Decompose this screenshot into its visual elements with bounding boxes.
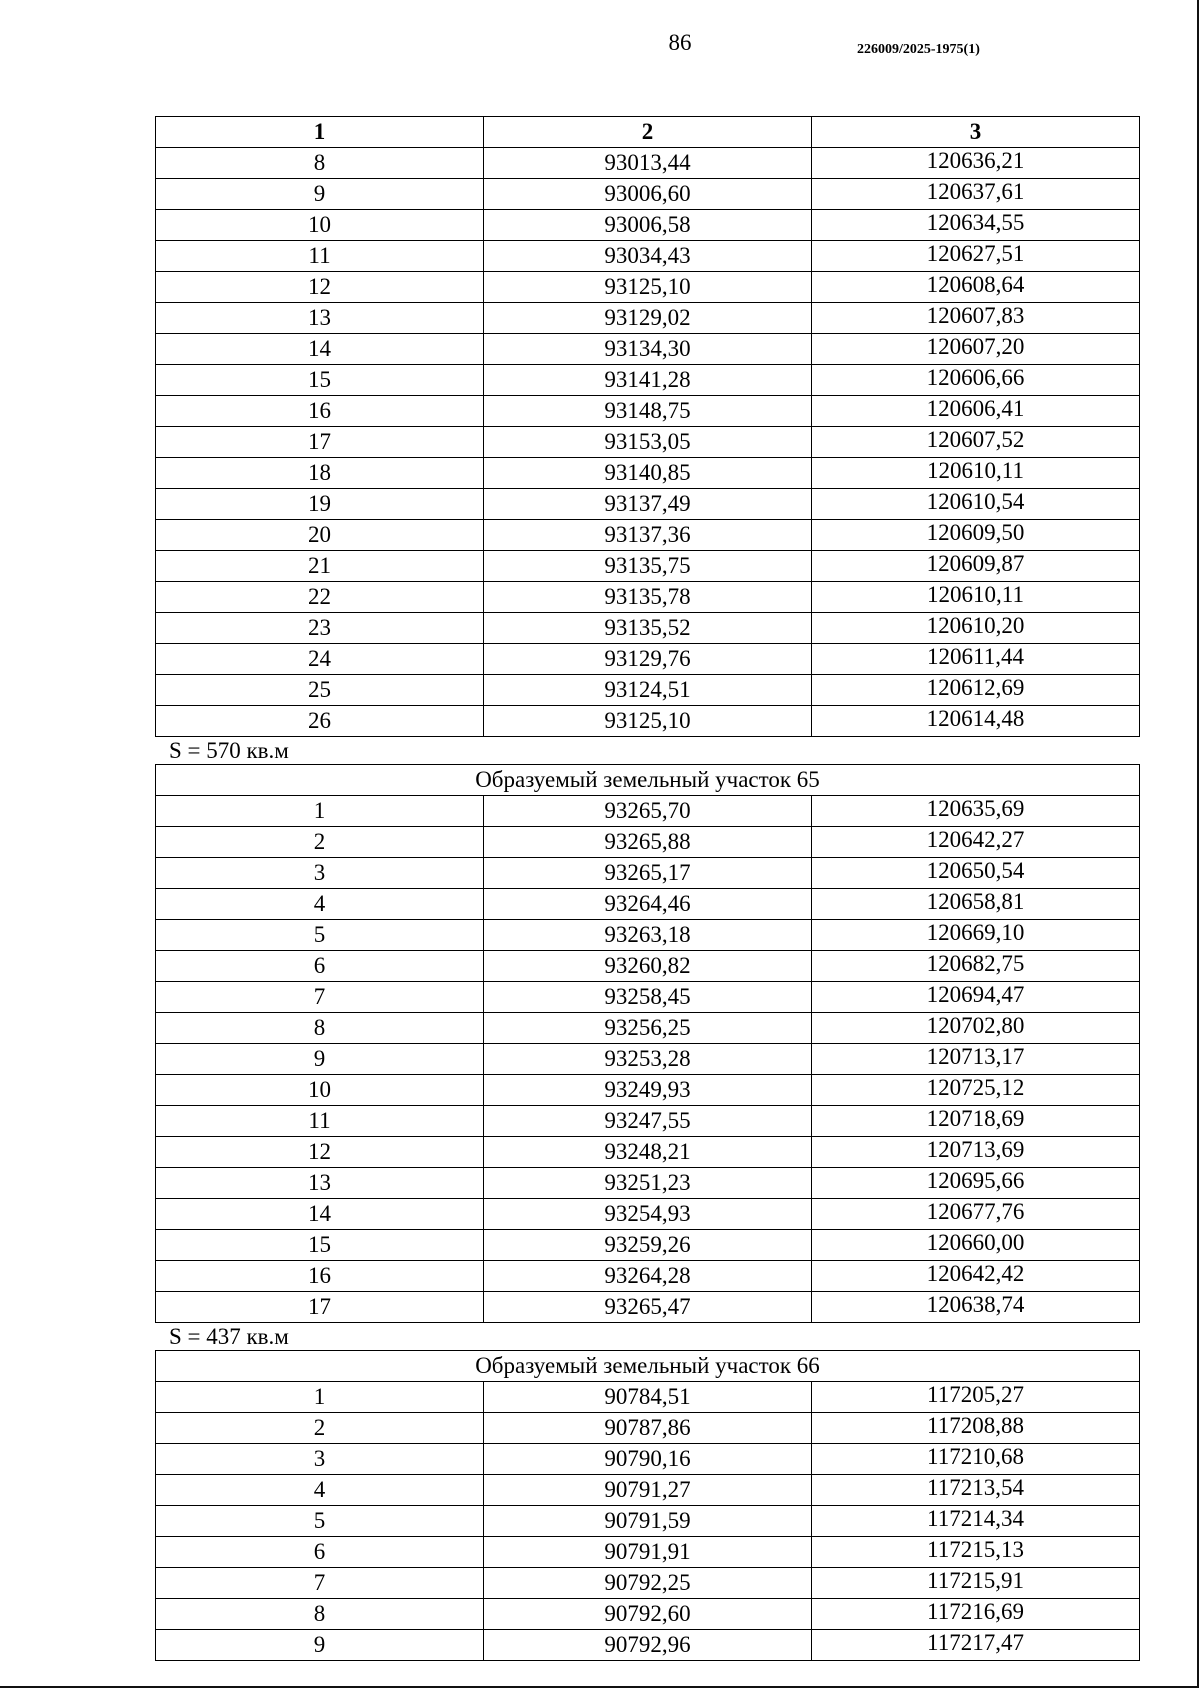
y-coordinate-cell: 117215,91: [812, 1568, 1140, 1599]
point-number-cell: 1: [156, 796, 484, 827]
x-coordinate-cell: 93137,36: [484, 520, 812, 551]
table-row: [156, 858, 1140, 889]
y-coordinate-cell: 120637,61: [812, 179, 1140, 210]
table-row: [156, 1537, 1140, 1568]
x-coordinate-cell: 93125,10: [484, 272, 812, 303]
point-number-cell: 13: [156, 303, 484, 334]
table-row: [156, 1261, 1140, 1292]
x-coordinate-cell: 93135,75: [484, 551, 812, 582]
x-coordinate-cell: 93135,78: [484, 582, 812, 613]
x-coordinate-cell: 93264,46: [484, 889, 812, 920]
point-number-cell: 7: [156, 1568, 484, 1599]
y-coordinate-cell: 120642,27: [812, 827, 1140, 858]
y-coordinate-cell: 120610,54: [812, 489, 1140, 520]
y-coordinate-cell: 117214,34: [812, 1506, 1140, 1537]
point-number-cell: 2: [156, 827, 484, 858]
table-row: [156, 1168, 1140, 1199]
x-coordinate-cell: 93013,44: [484, 148, 812, 179]
table-3-body: [156, 1382, 1140, 1661]
x-coordinate-cell: 90792,96: [484, 1630, 812, 1661]
y-coordinate-cell: 120650,54: [812, 858, 1140, 889]
table-row: [156, 1444, 1140, 1475]
point-number-cell: 4: [156, 1475, 484, 1506]
y-coordinate-cell: 117217,47: [812, 1630, 1140, 1661]
point-number-cell: 11: [156, 241, 484, 272]
table-row: [156, 1506, 1140, 1537]
table-header-row: [156, 117, 1140, 148]
table-row: [156, 179, 1140, 210]
y-coordinate-cell: 117213,54: [812, 1475, 1140, 1506]
table-row: [156, 489, 1140, 520]
table-row: [156, 827, 1140, 858]
header-cell-x: 2: [484, 117, 812, 148]
x-coordinate-cell: 93134,30: [484, 334, 812, 365]
x-coordinate-cell: 93148,75: [484, 396, 812, 427]
x-coordinate-cell: 93006,60: [484, 179, 812, 210]
x-coordinate-cell: 93253,28: [484, 1044, 812, 1075]
x-coordinate-cell: 93140,85: [484, 458, 812, 489]
y-coordinate-cell: 120607,52: [812, 427, 1140, 458]
x-coordinate-cell: 93256,25: [484, 1013, 812, 1044]
table-row: [156, 1199, 1140, 1230]
table-row: [156, 396, 1140, 427]
point-number-cell: 26: [156, 706, 484, 737]
x-coordinate-cell: 93129,02: [484, 303, 812, 334]
y-coordinate-cell: 117210,68: [812, 1444, 1140, 1475]
x-coordinate-cell: 93034,43: [484, 241, 812, 272]
x-coordinate-cell: 93135,52: [484, 613, 812, 644]
x-coordinate-cell: 90791,91: [484, 1537, 812, 1568]
y-coordinate-cell: 120609,87: [812, 551, 1140, 582]
table-row: [156, 1630, 1140, 1661]
point-number-cell: 3: [156, 858, 484, 889]
x-coordinate-cell: 93254,93: [484, 1199, 812, 1230]
table-row: [156, 1475, 1140, 1506]
table-row: [156, 951, 1140, 982]
point-number-cell: 2: [156, 1413, 484, 1444]
y-coordinate-cell: 120695,66: [812, 1168, 1140, 1199]
table-title-3: Образуемый земельный участок 66: [156, 1351, 1140, 1382]
table-row: [156, 148, 1140, 179]
point-number-cell: 13: [156, 1168, 484, 1199]
point-number-cell: 16: [156, 1261, 484, 1292]
y-coordinate-cell: 120634,55: [812, 210, 1140, 241]
table-row: [156, 1013, 1140, 1044]
x-coordinate-cell: 93247,55: [484, 1106, 812, 1137]
point-number-cell: 8: [156, 1013, 484, 1044]
y-coordinate-cell: 120606,66: [812, 365, 1140, 396]
y-coordinate-cell: 120694,47: [812, 982, 1140, 1013]
point-number-cell: 23: [156, 613, 484, 644]
y-coordinate-cell: 120725,12: [812, 1075, 1140, 1106]
point-number-cell: 10: [156, 1075, 484, 1106]
table-row: [156, 644, 1140, 675]
x-coordinate-cell: 93251,23: [484, 1168, 812, 1199]
header-cell-y: 3: [812, 117, 1140, 148]
y-coordinate-cell: 120677,76: [812, 1199, 1140, 1230]
x-coordinate-cell: 93265,47: [484, 1292, 812, 1323]
table-row: [156, 582, 1140, 613]
y-coordinate-cell: 120713,69: [812, 1137, 1140, 1168]
y-coordinate-cell: 120607,83: [812, 303, 1140, 334]
x-coordinate-cell: 93129,76: [484, 644, 812, 675]
y-coordinate-cell: 117216,69: [812, 1599, 1140, 1630]
table-row: [156, 1044, 1140, 1075]
y-coordinate-cell: 120610,11: [812, 458, 1140, 489]
point-number-cell: 8: [156, 148, 484, 179]
table-row: [156, 796, 1140, 827]
point-number-cell: 18: [156, 458, 484, 489]
table-row: [156, 303, 1140, 334]
y-coordinate-cell: 120609,50: [812, 520, 1140, 551]
coordinates-sheet: [155, 116, 1140, 1661]
table-row: [156, 1292, 1140, 1323]
area-label-2: S = 437 кв.м: [169, 1324, 289, 1349]
table-row: [156, 1137, 1140, 1168]
y-coordinate-cell: 120642,42: [812, 1261, 1140, 1292]
x-coordinate-cell: 90791,59: [484, 1506, 812, 1537]
x-coordinate-cell: 93153,05: [484, 427, 812, 458]
x-coordinate-cell: 93248,21: [484, 1137, 812, 1168]
x-coordinate-cell: 93006,58: [484, 210, 812, 241]
point-number-cell: 5: [156, 1506, 484, 1537]
point-number-cell: 24: [156, 644, 484, 675]
table-row: [156, 1599, 1140, 1630]
document-code: 226009/2025-1975(1): [857, 42, 980, 57]
point-number-cell: 1: [156, 1382, 484, 1413]
table-row: [156, 920, 1140, 951]
y-coordinate-cell: 120635,69: [812, 796, 1140, 827]
x-coordinate-cell: 93124,51: [484, 675, 812, 706]
x-coordinate-cell: 90787,86: [484, 1413, 812, 1444]
x-coordinate-cell: 93265,70: [484, 796, 812, 827]
point-number-cell: 6: [156, 951, 484, 982]
table-row: [156, 1568, 1140, 1599]
y-coordinate-cell: 117215,13: [812, 1537, 1140, 1568]
y-coordinate-cell: 120627,51: [812, 241, 1140, 272]
table-row: [156, 1230, 1140, 1261]
point-number-cell: 9: [156, 1044, 484, 1075]
x-coordinate-cell: 90791,27: [484, 1475, 812, 1506]
table-row: [156, 706, 1140, 737]
x-coordinate-cell: 93265,88: [484, 827, 812, 858]
x-coordinate-cell: 93259,26: [484, 1230, 812, 1261]
table-row: [156, 675, 1140, 706]
x-coordinate-cell: 93137,49: [484, 489, 812, 520]
table-row: [156, 241, 1140, 272]
coordinates-table-1: [155, 116, 1140, 737]
table-row: [156, 551, 1140, 582]
point-number-cell: 14: [156, 334, 484, 365]
point-number-cell: 6: [156, 1537, 484, 1568]
y-coordinate-cell: 120612,69: [812, 675, 1140, 706]
point-number-cell: 5: [156, 920, 484, 951]
point-number-cell: 15: [156, 1230, 484, 1261]
point-number-cell: 25: [156, 675, 484, 706]
y-coordinate-cell: 117205,27: [812, 1382, 1140, 1413]
y-coordinate-cell: 120611,44: [812, 644, 1140, 675]
point-number-cell: 21: [156, 551, 484, 582]
table-row: [156, 210, 1140, 241]
area-label-1: S = 570 кв.м: [169, 738, 289, 763]
x-coordinate-cell: 93125,10: [484, 706, 812, 737]
table-row: [156, 520, 1140, 551]
point-number-cell: 15: [156, 365, 484, 396]
y-coordinate-cell: 117208,88: [812, 1413, 1140, 1444]
point-number-cell: 11: [156, 1106, 484, 1137]
table-row: [156, 613, 1140, 644]
point-number-cell: 3: [156, 1444, 484, 1475]
y-coordinate-cell: 120608,64: [812, 272, 1140, 303]
x-coordinate-cell: 93264,28: [484, 1261, 812, 1292]
point-number-cell: 7: [156, 982, 484, 1013]
y-coordinate-cell: 120669,10: [812, 920, 1140, 951]
y-coordinate-cell: 120610,20: [812, 613, 1140, 644]
x-coordinate-cell: 90784,51: [484, 1382, 812, 1413]
point-number-cell: 12: [156, 1137, 484, 1168]
table-title-2: Образуемый земельный участок 65: [156, 765, 1140, 796]
table-row: [156, 427, 1140, 458]
x-coordinate-cell: 93260,82: [484, 951, 812, 982]
table-row: [156, 1382, 1140, 1413]
table-title-row: [156, 765, 1140, 796]
table-row: [156, 334, 1140, 365]
y-coordinate-cell: 120718,69: [812, 1106, 1140, 1137]
table-row: [156, 458, 1140, 489]
coordinates-table-3: [155, 1350, 1140, 1661]
point-number-cell: 9: [156, 179, 484, 210]
point-number-cell: 19: [156, 489, 484, 520]
x-coordinate-cell: 93249,93: [484, 1075, 812, 1106]
point-number-cell: 9: [156, 1630, 484, 1661]
point-number-cell: 8: [156, 1599, 484, 1630]
table-row: [156, 1075, 1140, 1106]
x-coordinate-cell: 93265,17: [484, 858, 812, 889]
x-coordinate-cell: 90790,16: [484, 1444, 812, 1475]
x-coordinate-cell: 93263,18: [484, 920, 812, 951]
y-coordinate-cell: 120682,75: [812, 951, 1140, 982]
point-number-cell: 22: [156, 582, 484, 613]
table-title-row: [156, 1351, 1140, 1382]
point-number-cell: 17: [156, 1292, 484, 1323]
coordinates-table-2: [155, 764, 1140, 1323]
y-coordinate-cell: 120607,20: [812, 334, 1140, 365]
point-number-cell: 12: [156, 272, 484, 303]
table-row: [156, 982, 1140, 1013]
table-row: [156, 1413, 1140, 1444]
point-number-cell: 14: [156, 1199, 484, 1230]
point-number-cell: 17: [156, 427, 484, 458]
table-2-body: [156, 796, 1140, 1323]
table-1-body: [156, 148, 1140, 737]
y-coordinate-cell: 120610,11: [812, 582, 1140, 613]
point-number-cell: 10: [156, 210, 484, 241]
x-coordinate-cell: 90792,25: [484, 1568, 812, 1599]
table-row: [156, 272, 1140, 303]
table-row: [156, 1106, 1140, 1137]
x-coordinate-cell: 93141,28: [484, 365, 812, 396]
table-row: [156, 889, 1140, 920]
point-number-cell: 20: [156, 520, 484, 551]
header-cell-point: 1: [156, 117, 484, 148]
y-coordinate-cell: 120636,21: [812, 148, 1140, 179]
table-row: [156, 365, 1140, 396]
y-coordinate-cell: 120660,00: [812, 1230, 1140, 1261]
point-number-cell: 16: [156, 396, 484, 427]
x-coordinate-cell: 93258,45: [484, 982, 812, 1013]
y-coordinate-cell: 120606,41: [812, 396, 1140, 427]
x-coordinate-cell: 90792,60: [484, 1599, 812, 1630]
y-coordinate-cell: 120658,81: [812, 889, 1140, 920]
y-coordinate-cell: 120713,17: [812, 1044, 1140, 1075]
page-number: 86: [668, 30, 692, 55]
y-coordinate-cell: 120702,80: [812, 1013, 1140, 1044]
y-coordinate-cell: 120614,48: [812, 706, 1140, 737]
point-number-cell: 4: [156, 889, 484, 920]
y-coordinate-cell: 120638,74: [812, 1292, 1140, 1323]
